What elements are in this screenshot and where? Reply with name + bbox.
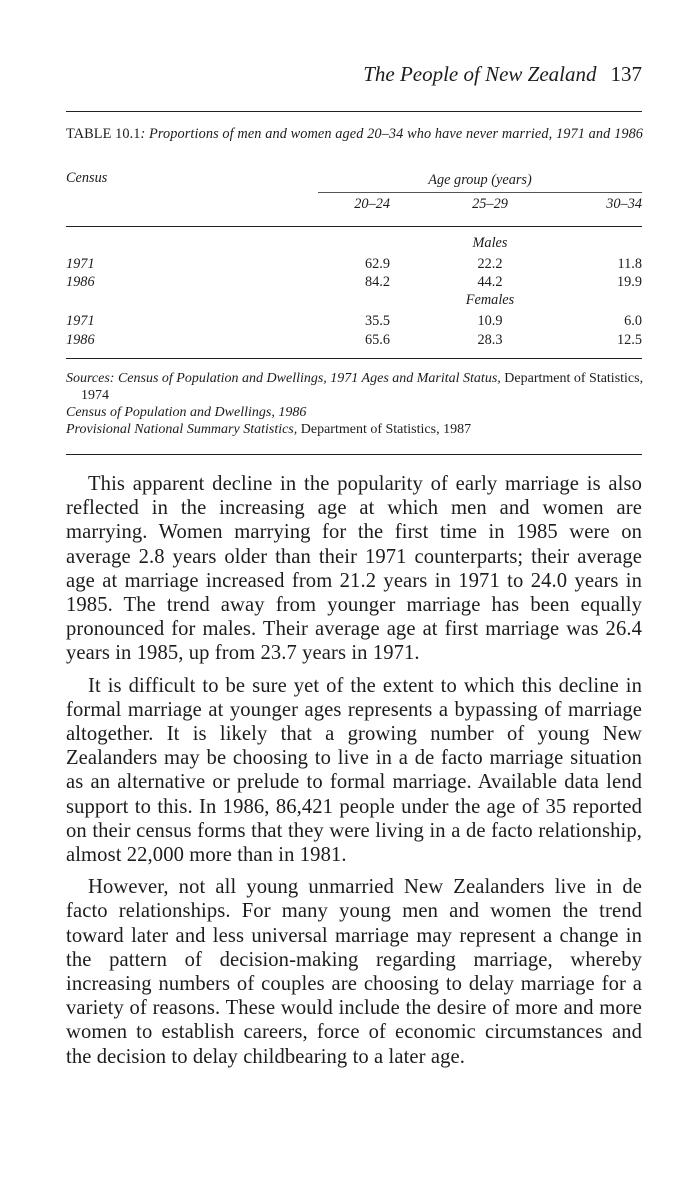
row-year: 1986: [66, 274, 95, 290]
table-cell: 10.9: [477, 313, 503, 329]
group-label-females: Females: [465, 292, 515, 308]
table-caption: [66, 126, 644, 143]
row-year: 1986: [66, 332, 95, 348]
source-line: [66, 421, 644, 438]
section-rule: [66, 454, 642, 455]
row-year: 1971: [66, 256, 95, 272]
table-label: TABLE 10.1: [66, 126, 141, 142]
source-line: [66, 370, 644, 404]
column-header: 20–24: [354, 196, 390, 212]
table-bottom-rule: [66, 358, 642, 359]
column-header: 25–29: [472, 196, 508, 212]
column-header: 30–34: [606, 196, 642, 212]
spanner-header: Age group (years): [428, 172, 532, 188]
table-cell: 22.2: [477, 256, 503, 272]
header-rule: [66, 226, 642, 227]
table-cell: 28.3: [477, 332, 503, 348]
table-cell: 11.8: [617, 256, 642, 272]
source-title: Census of Population and Dwellings, 1971 Ages and Marital Status,: [117, 371, 501, 386]
table-cell: 19.9: [616, 274, 642, 290]
source-publisher: Department of Statistics, 1974: [81, 371, 644, 403]
table-cell: 65.6: [364, 332, 390, 348]
body-text: [66, 472, 642, 1077]
table-cell: 44.2: [477, 274, 503, 290]
table-cell: 35.5: [364, 313, 390, 329]
page-number: 137: [610, 62, 642, 86]
sources-label: Sources:: [66, 371, 115, 386]
group-label-males: Males: [472, 235, 508, 251]
table-caption-text: : Proportions of men and women aged 20–34 who have never married, 1971 and 1986: [140, 126, 644, 142]
source-title: Provisional National Summary Statistics,: [66, 422, 298, 437]
source-title: Census of Population and Dwellings, 1986: [66, 405, 307, 420]
source-line: [66, 404, 644, 421]
spanner-rule: [318, 192, 642, 193]
table-cell: 62.9: [364, 256, 390, 272]
row-year: 1971: [66, 313, 95, 329]
table-top-rule: [66, 111, 642, 112]
running-head-title: The People of New Zealand: [363, 62, 597, 86]
table-cell: 12.5: [616, 332, 642, 348]
table-cell: 84.2: [364, 274, 390, 290]
table-sources: [66, 370, 644, 438]
paragraph: This apparent decline in the popularity of early marriage is also reflected in the increasing age at which men and women are marrying. Women marrying for the first time in 1985 were on average 2.8 years older than their 1971 counterparts; their average age at marriage increased from 21.2 years in 1971 to 24.0 years in 1985. The trend away from younger marriage has been equally pronounced for males. Their average age at first marriage was 26.4 years in 1985, up from 23.7 years in 1971.: [66, 473, 642, 665]
paragraph: However, not all young unmarried New Zealanders live in de facto relationships. For many young men and women the trend toward later and less universal marriage may represent a change in the pattern of decision-making regarding marriage, whereby increasing numbers of couples are choosing to delay marriage for a variety of reasons. These would include the desire of more and more women to establish careers, force of economic circumstances and the decision to delay childbearing to a later age.: [66, 876, 642, 1068]
running-head: [363, 62, 642, 87]
stub-header: Census: [66, 170, 108, 186]
source-publisher: Department of Statistics, 1987: [300, 422, 472, 437]
paragraph: It is difficult to be sure yet of the extent to which this decline in formal marriage at younger ages represents a bypassing of marriage altogether. It is likely that a growing number of young New Zealanders may be choosing to live in a de facto marriage situation as an alternative or prelude to formal marriage. Available data lend support to this. In 1986, 86,421 people under the age of 35 reported on their census forms that they were living in a de facto relationship, almost 22,000 more than in 1981.: [66, 674, 642, 867]
table-cell: 6.0: [624, 313, 642, 329]
